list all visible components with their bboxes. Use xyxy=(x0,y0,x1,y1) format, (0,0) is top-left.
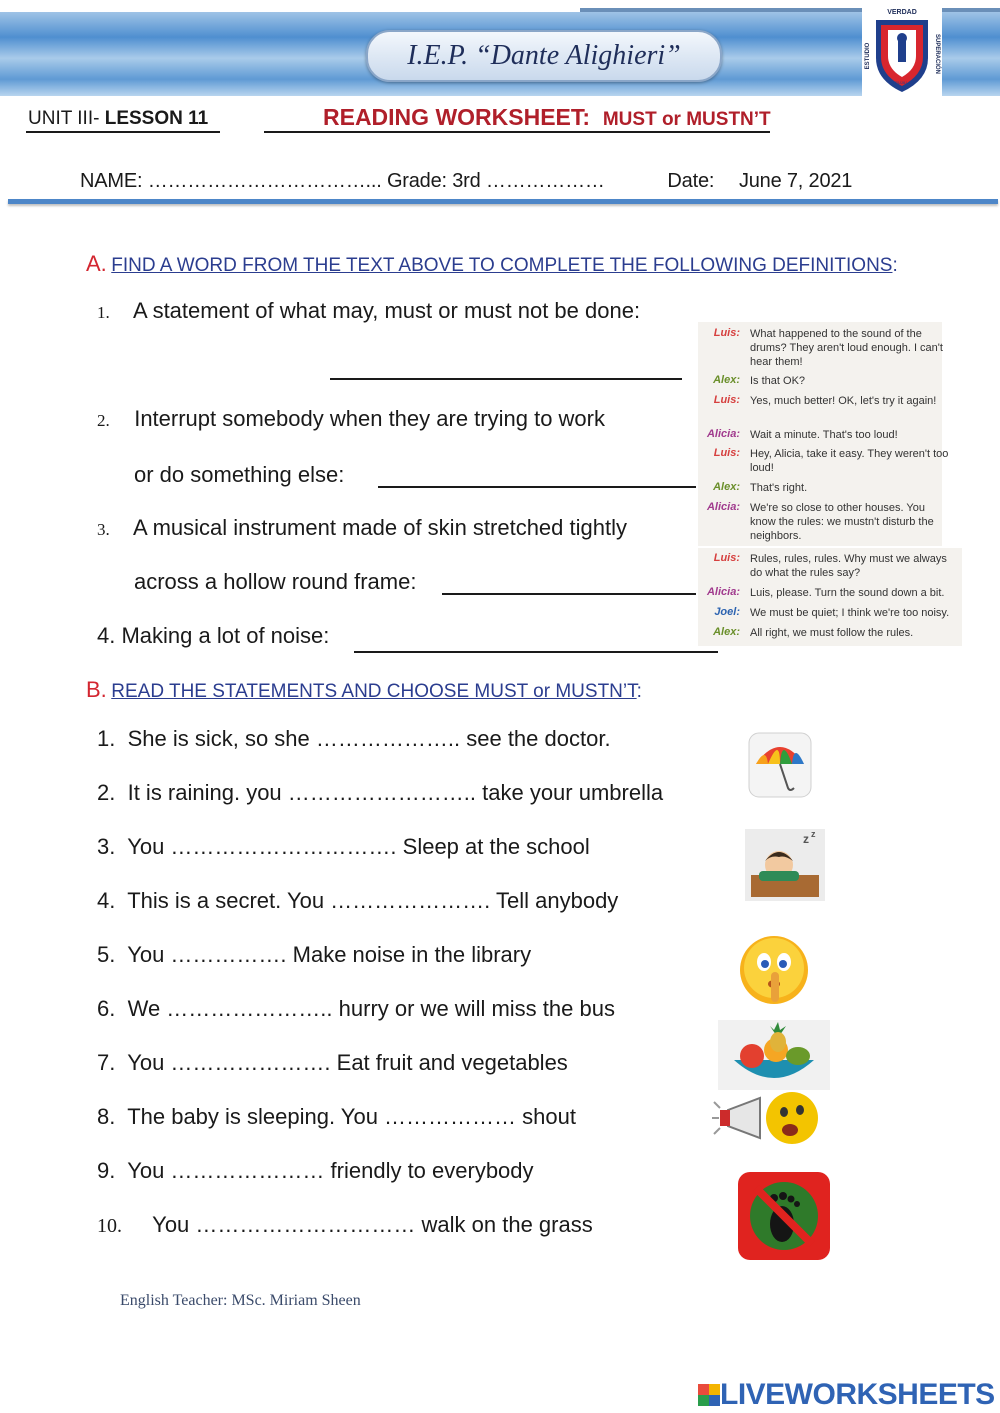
a-item-4-number: 4. xyxy=(97,623,116,648)
dialogue-speaker: Alex: xyxy=(713,626,740,638)
dialogue-speaker: Alex: xyxy=(713,374,740,386)
a-item-4-answer-blank[interactable] xyxy=(354,631,718,653)
dialogue-speaker: Alicia: xyxy=(706,501,740,513)
b-item xyxy=(97,1212,593,1238)
b-item xyxy=(97,834,590,860)
shush-emoji-icon xyxy=(738,932,812,1008)
title-underline xyxy=(264,131,770,133)
b-item-number: 10. xyxy=(97,1215,122,1237)
section-a-heading xyxy=(86,251,898,277)
b-item-number: 6. xyxy=(97,996,116,1021)
dialogue-speaker: Luis: xyxy=(713,327,740,339)
b-item-number: 9. xyxy=(97,1158,116,1183)
a-item-4-text: Making a lot of noise: xyxy=(121,623,330,648)
sleeping-student-icon xyxy=(745,829,825,901)
no-footprint-icon xyxy=(738,1172,830,1260)
name-field[interactable]: NAME: ……………………………... xyxy=(80,170,382,192)
brand-name: LIVEWORKSHEETS xyxy=(720,1378,995,1411)
crest-word-left: ESTUDIO xyxy=(865,42,871,70)
a-item-3-answer-blank[interactable] xyxy=(442,573,696,595)
dialogue-box xyxy=(698,322,962,647)
section-b-colon: : xyxy=(636,681,642,702)
a-item-2-text: Interrupt somebody when they are trying to work xyxy=(134,406,605,431)
svg-text:z: z xyxy=(803,832,809,846)
section-b-instruction: READ THE STATEMENTS AND CHOOSE MUST or MUSTN’T xyxy=(111,681,637,702)
umbrella-icon xyxy=(748,732,812,798)
b-item-number: 3. xyxy=(97,834,116,859)
b-item-text[interactable]: You …………………………. Sleep at the school xyxy=(127,834,590,859)
dialogue-text: Yes, much better! OK, let's try it again! xyxy=(750,395,937,407)
b-item-text[interactable]: It is raining. you …………………….. take your umbrella xyxy=(127,780,664,805)
b-item xyxy=(97,1158,534,1184)
dialogue-text: That's right. xyxy=(750,482,808,494)
dialogue-speaker: Joel: xyxy=(714,606,740,618)
dialogue-speaker: Alicia: xyxy=(706,428,740,440)
section-b-heading xyxy=(86,677,642,703)
b-item xyxy=(97,780,663,806)
unit-lesson-label xyxy=(28,108,208,130)
a-item-2-number: 2. xyxy=(97,411,110,430)
date-label: Date: xyxy=(667,170,715,192)
section-b-letter: B. xyxy=(86,677,107,702)
dialogue-text: All right, we must follow the rules. xyxy=(750,627,914,639)
b-item-text[interactable]: This is a secret. You …………………. Tell anybody xyxy=(127,888,619,913)
b-item-number: 8. xyxy=(97,1104,116,1129)
b-item-text[interactable]: She is sick, so she ……………….. see the doctor. xyxy=(127,726,611,751)
b-item-text[interactable]: The baby is sleeping. You ……………… shout xyxy=(127,1104,576,1129)
section-a-instruction: FIND A WORD FROM THE TEXT ABOVE TO COMPLETE THE FOLLOWING DEFINITIONS xyxy=(111,255,893,276)
grade-field: Grade: 3rd ……………… xyxy=(386,170,605,192)
dialogue-text: What happened to the sound of the drums? They aren't loud enough. I can't hear them! xyxy=(750,328,943,368)
dialogue-text: We're so close to other houses. You know the rules: we mustn't disturb the neighbors. xyxy=(750,502,934,542)
dialogue-text: Is that OK? xyxy=(750,375,806,387)
b-item xyxy=(97,1050,568,1076)
b-item-text[interactable]: You ……………. Make noise in the library xyxy=(127,942,532,967)
lesson-label: LESSON 11 xyxy=(104,108,209,129)
dialogue-speaker: Alex: xyxy=(713,481,740,493)
worksheet-title-main: READING WORKSHEET: xyxy=(323,104,591,130)
fruit-bowl-icon xyxy=(718,1020,830,1090)
b-item-number: 4. xyxy=(97,888,116,913)
b-item-number: 5. xyxy=(97,942,116,967)
shouting-emoji-icon xyxy=(710,1088,820,1148)
worksheet-title-sub: MUST or MUSTN’T xyxy=(602,109,771,130)
b-item-number: 1. xyxy=(97,726,116,751)
svg-text:z: z xyxy=(811,829,816,839)
dialogue-text: Luis, please. Turn the sound down a bit. xyxy=(750,587,945,599)
section-a-colon: : xyxy=(892,255,898,276)
unit-underline xyxy=(26,131,220,133)
unit-label: UNIT III- xyxy=(28,108,105,129)
crest-word-bottom: TRUJILLO xyxy=(892,80,912,85)
b-item-number: 2. xyxy=(97,780,116,805)
student-info-line xyxy=(80,170,852,193)
header-divider xyxy=(8,199,998,204)
b-item xyxy=(97,942,531,968)
b-item-text[interactable]: You …………………. Eat fruit and vegetables xyxy=(127,1050,568,1075)
school-name: I.E.P. “Dante Alighieri” xyxy=(407,40,681,71)
date-value: June 7, 2021 xyxy=(738,170,853,192)
worksheet-title xyxy=(323,104,771,131)
crest-word-right: SUPERACIÓN xyxy=(934,33,940,75)
dialogue-text: Hey, Alicia, take it easy. They weren't too loud! xyxy=(750,448,949,474)
a-item-1-number: 1. xyxy=(97,303,110,322)
a-item-2 xyxy=(97,406,605,432)
a-item-1-answer-blank[interactable] xyxy=(330,358,682,380)
dialogue-speaker: Luis: xyxy=(713,447,740,459)
school-name-plate xyxy=(366,30,722,82)
dialogue-text: We must be quiet; I think we're too noisy. xyxy=(750,607,950,619)
a-item-2-answer-blank[interactable] xyxy=(378,466,696,488)
a-item-4 xyxy=(97,623,329,649)
dialogue-speaker: Alicia: xyxy=(706,586,740,598)
dialogue-text: Wait a minute. That's too loud! xyxy=(750,429,898,441)
b-item-text[interactable]: We ………………….. hurry or we will miss the bus xyxy=(127,996,615,1021)
b-item-text[interactable]: You ………………………… walk on the grass xyxy=(152,1212,593,1237)
a-item-3-line2: across a hollow round frame: xyxy=(134,569,417,594)
dialogue-text: Rules, rules, rules. Why must we always do what the rules say? xyxy=(750,553,947,579)
b-item-number: 7. xyxy=(97,1050,116,1075)
dialogue-speaker: Luis: xyxy=(713,394,740,406)
liveworksheets-logo xyxy=(698,1378,995,1412)
b-item xyxy=(97,726,611,752)
a-item-1-text: A statement of what may, must or must not be done: xyxy=(133,298,641,323)
crest-word-top: VERDAD xyxy=(887,9,917,16)
a-item-3-text: A musical instrument made of skin stretched tightly xyxy=(133,515,627,540)
school-crest-icon xyxy=(862,6,942,98)
a-item-3 xyxy=(97,515,627,541)
b-item xyxy=(97,996,615,1022)
a-item-3-number: 3. xyxy=(97,520,110,539)
a-item-2-line2: or do something else: xyxy=(134,462,345,487)
b-item xyxy=(97,1104,576,1130)
b-item xyxy=(97,888,618,914)
b-item-text[interactable]: You ………………… friendly to everybody xyxy=(127,1158,534,1183)
section-a-letter: A. xyxy=(86,251,107,276)
brand-logo-squares-icon xyxy=(698,1384,720,1406)
teacher-credit: English Teacher: MSc. Miriam Sheen xyxy=(120,1292,361,1309)
a-item-1 xyxy=(97,298,640,324)
dialogue-speaker: Luis: xyxy=(713,552,740,564)
